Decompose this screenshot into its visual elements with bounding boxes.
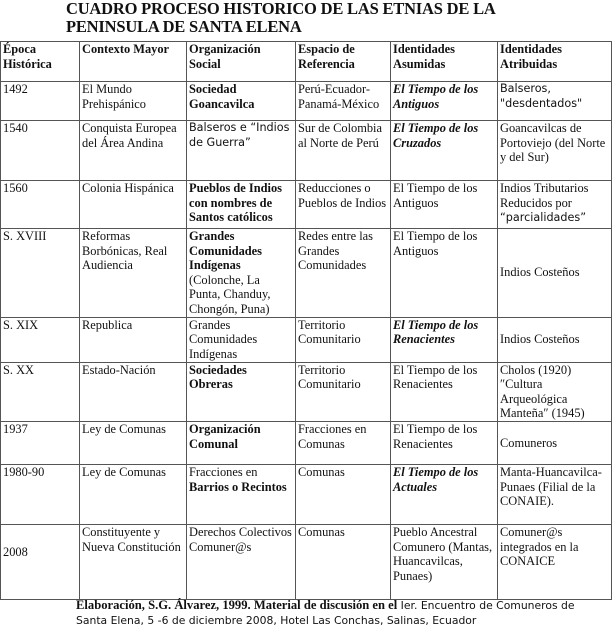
header-organizacion: Organización Social	[187, 42, 296, 82]
asumidas-text: El Tiempo de los Renacientes	[393, 421, 478, 451]
org-text: Derechos Colectivos Comuner@s	[189, 524, 292, 554]
cell-espacio: Sur de Colombia al Norte de Perú	[296, 121, 391, 181]
cell-contexto: Ley de Comunas	[80, 464, 187, 524]
asumidas-text: El Tiempo de los Renacientes	[393, 362, 478, 392]
cell-espacio: Fracciones en Comunas	[296, 421, 391, 464]
org-text: Sociedad Goancavilca	[189, 82, 255, 111]
table-row	[1, 229, 612, 318]
title-line-1: CUADRO PROCESO HISTORICO DE LAS ETNIAS DE LA	[66, 0, 496, 18]
cell-asumidas	[391, 524, 498, 599]
cell-atribuidas: Manta-Huancavilca-Punaes (Filial de la CONAIE).	[498, 464, 612, 524]
cell-atribuidas: Indios Costeños	[498, 317, 612, 362]
cell-atribuidas: Goancavilcas de Portoviejo (del Norte y del Sur)	[498, 121, 612, 181]
cell-asumidas	[391, 121, 498, 181]
cell-contexto: Constituyente y Nueva Constitución	[80, 524, 187, 599]
cell-atribuidas: Comuner@s integrados en la CONAICE	[498, 524, 612, 599]
table-row	[1, 524, 612, 599]
cell-espacio: Redes entre las Grandes Comunidades	[296, 229, 391, 318]
header-row	[1, 42, 612, 82]
asumidas-text: Pueblo Ancestral Comunero (Mantas, Huancavilcas, Punaes)	[393, 524, 493, 583]
atribuidas-extra: “parcialidades”	[500, 211, 587, 225]
cell-asumidas	[391, 229, 498, 318]
source-footnote	[76, 598, 606, 628]
cell-contexto: Reformas Borbónicas, Real Audiencia	[80, 229, 187, 318]
table-row	[1, 362, 612, 421]
cell-organizacion	[187, 421, 296, 464]
cell-epoca: 1492	[1, 82, 80, 121]
org-text: Fracciones en	[189, 464, 258, 479]
cell-contexto: Republica	[80, 317, 187, 362]
cell-espacio: Comunas	[296, 524, 391, 599]
org-text: Organización Comunal	[189, 421, 261, 451]
header-asumidas: Identidades Asumidas	[391, 42, 498, 82]
asumidas-text: El Tiempo de los Cruzados	[393, 121, 479, 150]
atribuidas-text: Indios Tributarios Reducidos por	[500, 181, 589, 210]
cell-asumidas	[391, 362, 498, 421]
cell-asumidas	[391, 464, 498, 524]
cell-atribuidas: Cholos (1920) ″Cultura Arqueológica Manteña″ (1945)	[498, 362, 612, 421]
cell-epoca: S. XX	[1, 362, 80, 421]
cell-espacio: Territorio Comunitario	[296, 317, 391, 362]
document-title	[66, 0, 546, 36]
table-row	[1, 464, 612, 524]
asumidas-text: El Tiempo de los Renacientes	[393, 317, 479, 347]
cell-organizacion	[187, 524, 296, 599]
cell-contexto: El Mundo Prehispánico	[80, 82, 187, 121]
cell-atribuidas: Comuneros	[498, 421, 612, 464]
cell-espacio: Reducciones o Pueblos de Indios	[296, 181, 391, 229]
title-line-2: PENINSULA DE SANTA ELENA	[66, 17, 302, 36]
cell-organizacion	[187, 362, 296, 421]
cell-asumidas	[391, 82, 498, 121]
history-table	[0, 41, 612, 600]
asumidas-text: El Tiempo de los Actuales	[393, 464, 479, 494]
footnote-plain: Ier. Encuentro de Comuneros de Santa Elena, 5 -6 de diciembre 2008, Hotel Las Conchas, Salinas, Ecuador	[76, 599, 575, 627]
cell-espacio: Comunas	[296, 464, 391, 524]
cell-espacio: Perú-Ecuador-Panamá-México	[296, 82, 391, 121]
cell-contexto: Estado-Nación	[80, 362, 187, 421]
cell-atribuidas: Balseros, "desdentados"	[498, 82, 612, 121]
cell-epoca: 2008	[1, 524, 80, 599]
header-atribuidas: Identidades Atribuidas	[498, 42, 612, 82]
cell-asumidas	[391, 421, 498, 464]
cell-epoca: 1937	[1, 421, 80, 464]
cell-epoca: 1980-90	[1, 464, 80, 524]
table-row	[1, 121, 612, 181]
org-text: Sociedades Obreras	[189, 362, 247, 392]
footnote-bold: Elaboración, S.G. Álvarez, 1999. Material de discusión en el	[76, 598, 398, 612]
cell-atribuidas: Indios Costeños	[498, 229, 612, 318]
cell-asumidas	[391, 181, 498, 229]
cell-epoca: 1540	[1, 121, 80, 181]
cell-epoca: S. XIX	[1, 317, 80, 362]
org-text-bold: Grandes Comunidades Indígenas	[189, 229, 262, 273]
header-epoca: Época Histórica	[1, 42, 80, 82]
cell-epoca: 1560	[1, 181, 80, 229]
cell-espacio: Territorio Comunitario	[296, 362, 391, 421]
asumidas-text: El Tiempo de los Antiguos	[393, 181, 478, 210]
org-text-bold: Barrios o Recintos	[189, 479, 287, 494]
cell-organizacion	[187, 121, 296, 181]
table-row	[1, 317, 612, 362]
cell-organizacion	[187, 317, 296, 362]
org-text: Grandes Comunidades Indígenas	[189, 317, 258, 361]
table-row	[1, 421, 612, 464]
table-row	[1, 181, 612, 229]
header-espacio: Espacio de Referencia	[296, 42, 391, 82]
table-row	[1, 82, 612, 121]
org-text: Balseros e “Indios de Guerra”	[189, 121, 290, 149]
cell-contexto: Ley de Comunas	[80, 421, 187, 464]
org-text: (Colonche, La Punta, Chanduy, Chongón, Puna)	[189, 272, 271, 316]
asumidas-text: El Tiempo de los Antiguos	[393, 229, 478, 258]
cell-asumidas	[391, 317, 498, 362]
header-contexto: Contexto Mayor	[80, 42, 187, 82]
cell-contexto: Conquista Europea del Área Andina	[80, 121, 187, 181]
cell-organizacion	[187, 229, 296, 318]
cell-epoca: S. XVIII	[1, 229, 80, 318]
cell-organizacion	[187, 181, 296, 229]
cell-organizacion	[187, 464, 296, 524]
cell-contexto: Colonia Hispánica	[80, 181, 187, 229]
cell-organizacion	[187, 82, 296, 121]
asumidas-text: El Tiempo de los Antiguos	[393, 82, 479, 111]
cell-atribuidas	[498, 181, 612, 229]
org-text: Pueblos de Indios con nombres de Santos católicos	[189, 181, 282, 225]
